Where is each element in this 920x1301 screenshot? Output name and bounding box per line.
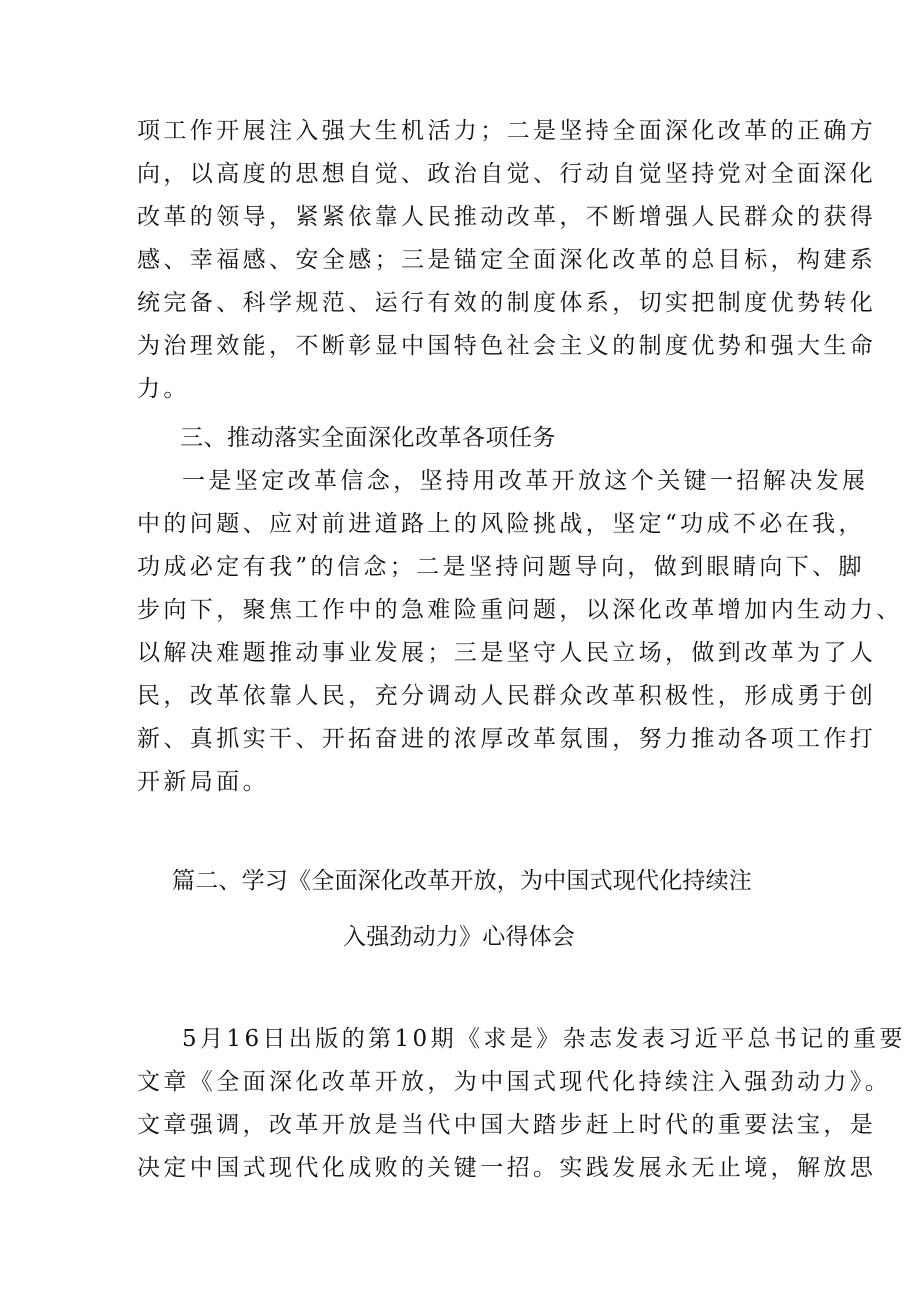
paragraph-line: 民，改革依靠人民，充分调动人民群众改革积极性，形成勇于创 bbox=[137, 683, 877, 709]
paragraph-line: 项工作开展注入强大生机活力；二是坚持全面深化改革的正确方 bbox=[137, 118, 877, 144]
paragraph-line: 文章《全面深化改革开放，为中国式现代化持续注入强劲动力》。 bbox=[137, 1069, 892, 1095]
section-heading: 三、推动落实全面深化改革各项任务 bbox=[180, 425, 556, 451]
paragraph-line: 文章强调，改革开放是当代中国大踏步赶上时代的重要法宝，是 bbox=[137, 1112, 877, 1138]
article-title-line-1: 篇二、学习《全面深化改革开放，为中国式现代化持续注 bbox=[172, 868, 752, 894]
paragraph-line: 改革的领导，紧紧依靠人民推动改革，不断增强人民群众的获得 bbox=[137, 204, 877, 230]
paragraph-line: 决定中国式现代化成败的关键一招。实践发展永无止境，解放思 bbox=[137, 1155, 877, 1181]
paragraph-line: 中的问题、应对前进道路上的风险挑战，坚定“功成不必在我， bbox=[137, 511, 865, 537]
article-title-line-2: 入强劲动力》心得体会 bbox=[343, 924, 575, 950]
paragraph-line: 开新局面。 bbox=[137, 769, 269, 795]
paragraph-line: 步向下，聚焦工作中的急难险重问题，以深化改革增加内生动力、 bbox=[137, 597, 903, 623]
paragraph-line: 为治理效能，不断彰显中国特色社会主义的制度优势和强大生命 bbox=[137, 333, 877, 359]
paragraph-line: 统完备、科学规范、运行有效的制度体系，切实把制度优势转化 bbox=[137, 290, 877, 316]
paragraph-line: 功成必定有我”的信念；二是坚持问题导向，做到眼睛向下、脚 bbox=[137, 554, 865, 580]
paragraph-line: 力。 bbox=[137, 376, 190, 402]
paragraph-line: 5月16日出版的第10期《求是》杂志发表习近平总书记的重要 bbox=[182, 1026, 906, 1052]
paragraph-line: 新、真抓实干、开拓奋进的浓厚改革氛围，努力推动各项工作打 bbox=[137, 726, 877, 752]
paragraph-line: 感、幸福感、安全感；三是锚定全面深化改革的总目标，构建系 bbox=[137, 247, 877, 273]
paragraph-line: 向，以高度的思想自觉、政治自觉、行动自觉坚持党对全面深化 bbox=[137, 161, 877, 187]
paragraph-line: 一是坚定改革信念，坚持用改革开放这个关键一招解决发展 bbox=[182, 468, 869, 494]
paragraph-line: 以解决难题推动事业发展；三是坚守人民立场，做到改革为了人 bbox=[137, 640, 877, 666]
